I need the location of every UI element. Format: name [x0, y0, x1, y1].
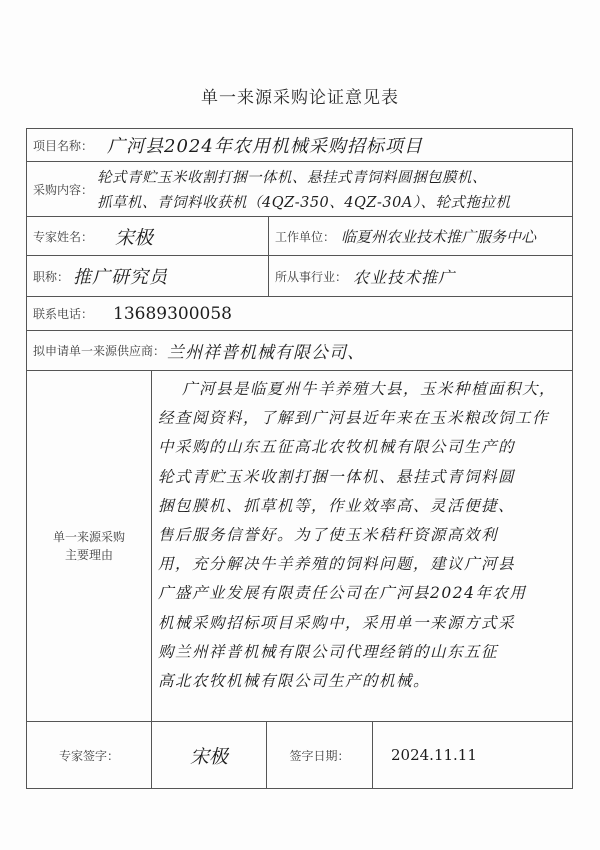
reason-line: 轮式青贮玉米收割打捆一体机、悬挂式青饲料圆 — [158, 467, 516, 486]
supplier-cell — [27, 331, 572, 370]
purchase-content-line: 抓草机、青饲料收获机（4QZ-350、4QZ-30A）、轮式拖拉机 — [97, 195, 511, 211]
reason-label — [53, 528, 125, 564]
industry-value: 农业技术推广 — [353, 267, 456, 287]
job-title-value: 推广研究员 — [73, 267, 169, 288]
signature-label-cell — [27, 722, 151, 788]
reason-line: 广盛产业发展有限责任公司在广河县2024年农用 — [158, 584, 527, 603]
reason-line: 用，充分解决牛羊养殖的饲料问题，建议广河县 — [158, 555, 516, 574]
expert-name-value: 宋极 — [115, 226, 154, 249]
phone-value: 13689300058 — [113, 303, 232, 324]
row-expert-name — [27, 217, 572, 256]
reason-body — [151, 371, 572, 721]
job-title-cell — [27, 256, 268, 296]
purchase-content-value — [97, 166, 511, 212]
row-phone — [27, 297, 572, 331]
reason-line: 捆包膜机、抓草机等，作业效率高、灵活便捷、 — [158, 496, 516, 515]
row-supplier — [27, 331, 572, 371]
row-project-name — [27, 129, 572, 162]
expert-signature: 宋极 — [189, 745, 228, 768]
reason-label-line: 单一来源采购 — [52, 530, 125, 544]
supplier-label: 拟申请单一来源供应商： — [33, 344, 166, 358]
work-unit-cell — [268, 217, 572, 255]
work-unit-label: 工作单位： — [275, 229, 336, 244]
expert-name-label: 专家姓名： — [33, 229, 94, 244]
sign-date-value: 2024.11.11 — [391, 746, 477, 764]
purchase-content-line: 轮式青贮玉米收割打捆一体机、悬挂式青饲料圆捆包膜机、 — [97, 170, 488, 186]
row-job-title — [27, 256, 572, 297]
industry-label: 所从事行业： — [275, 269, 348, 284]
work-unit-value: 临夏州农业技术推广服务中心 — [341, 227, 537, 246]
signature-label: 专家签字： — [58, 748, 119, 763]
job-title-label: 职称： — [33, 269, 70, 284]
purchase-content-label: 采购内容： — [33, 182, 94, 197]
signature-cell — [151, 722, 266, 788]
row-signature — [27, 722, 572, 788]
sign-date-cell — [372, 722, 572, 788]
reason-label-cell — [27, 371, 151, 721]
supplier-value: 兰州祥普机械有限公司、 — [167, 343, 366, 363]
project-name-label: 项目名称： — [33, 138, 94, 153]
row-purchase-content — [27, 162, 572, 217]
reason-line: 售后服务信誉好。为了使玉米秸秆资源高效利 — [158, 525, 499, 544]
reason-line: 机械采购招标项目采购中，采用单一来源方式采 — [158, 613, 516, 632]
sign-date-label-cell — [266, 722, 372, 788]
row-reason — [27, 371, 572, 722]
document-title: 单一来源采购论证意见表 — [201, 88, 399, 108]
project-name-cell — [27, 129, 572, 161]
reason-line: 高北农牧机械有限公司生产的机械。 — [158, 671, 431, 690]
reason-line: 购兰州祥普机械有限公司代理经销的山东五征 — [158, 642, 499, 661]
reason-label-line: 主要理由 — [64, 548, 113, 562]
opinion-form-table — [26, 128, 573, 789]
reason-line: 经查阅资料，了解到广河县近年来在玉米粮改饲工作 — [158, 409, 550, 428]
sign-date-label: 签字日期： — [289, 748, 350, 763]
phone-label: 联系电话： — [33, 307, 94, 321]
expert-name-cell — [27, 217, 268, 255]
reason-line: 广河县是临夏州牛羊养殖大县，玉米种植面积大， — [182, 380, 557, 398]
industry-cell — [268, 256, 572, 296]
phone-cell — [27, 297, 572, 330]
reason-line: 中采购的山东五征高北农牧机械有限公司生产的 — [158, 438, 516, 457]
purchase-content-cell — [27, 162, 572, 216]
project-name-value: 广河县2024年农用机械采购招标项目 — [107, 136, 423, 157]
